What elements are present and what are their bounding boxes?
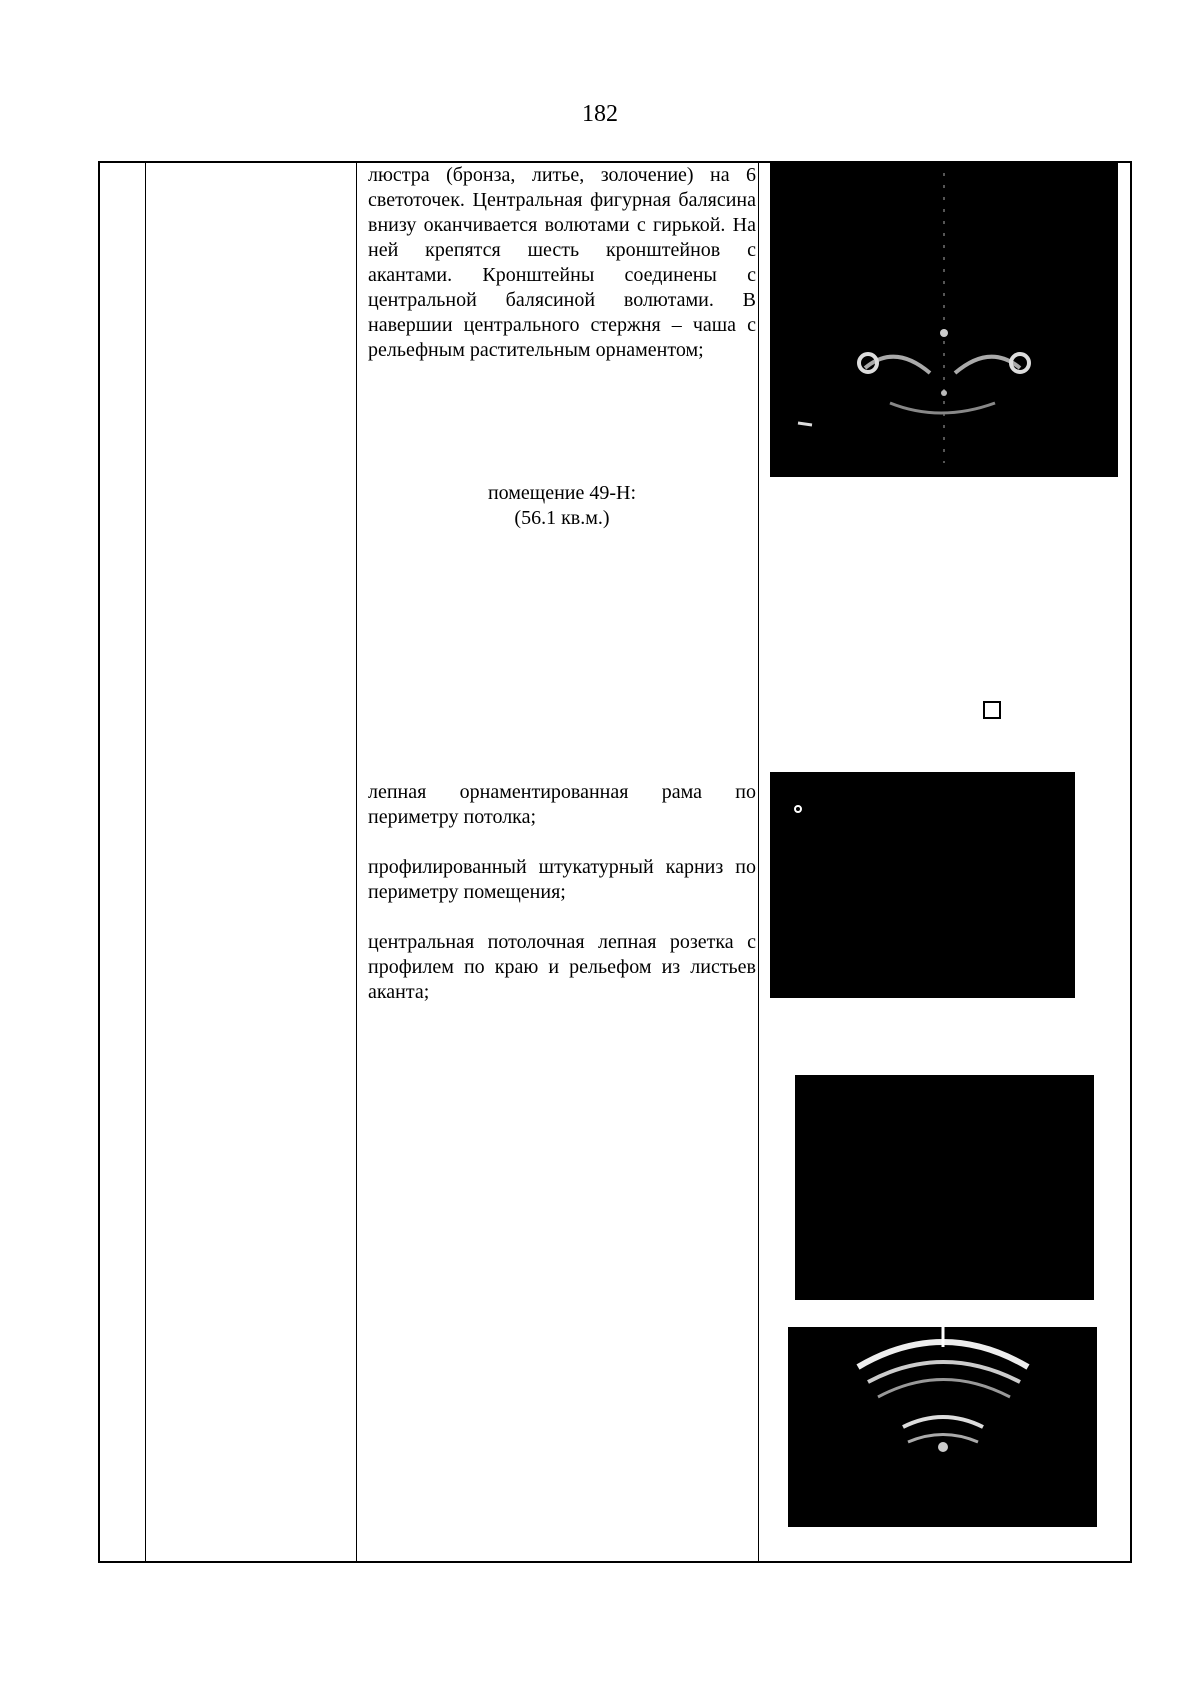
ceiling-frame-image: [770, 772, 1075, 998]
rosette-photo: [788, 1327, 1097, 1527]
room-heading: помещение 49-Н:: [487, 482, 637, 504]
cornice-photo: [795, 1075, 1094, 1300]
item-cornice: профилированный штукатурный карниз по периметру помещения;: [368, 856, 756, 903]
chandelier-paragraph: люстра (бронза, литье, золочение) на 6 светоточек. Центральная фигурная балясина внизу оканчивается волютами с гирькой. На ней крепятся шесть кронштейнов с акантами. Кронштейны соединены с центральной балясиной волютами. В навершии центрального стержня – чаша с рельефным растительным орнаментом;: [368, 164, 756, 361]
item-frame: лепная орнаментированная рама по периметру потолка;: [368, 781, 756, 828]
chandelier-description: [368, 163, 756, 363]
chandelier-image: [770, 163, 1118, 477]
chandelier-photo: [770, 163, 1118, 477]
column-divider-1: [145, 163, 146, 1561]
inventory-table: [98, 161, 1132, 1563]
checkbox-square: [983, 701, 1001, 719]
room-caption: [368, 481, 756, 531]
item-rosette: центральная потолочная лепная розетка с профилем по краю и рельефом из листьев аканта;: [368, 931, 756, 1003]
rosette-image: [788, 1327, 1097, 1527]
column-divider-3: [758, 163, 759, 1561]
ceiling-items: [368, 780, 756, 1005]
page-number: 182: [582, 101, 618, 127]
room-area: (56.1 кв.м.): [514, 507, 610, 529]
ceiling-frame-photo: [770, 772, 1075, 998]
column-divider-2: [356, 163, 357, 1561]
